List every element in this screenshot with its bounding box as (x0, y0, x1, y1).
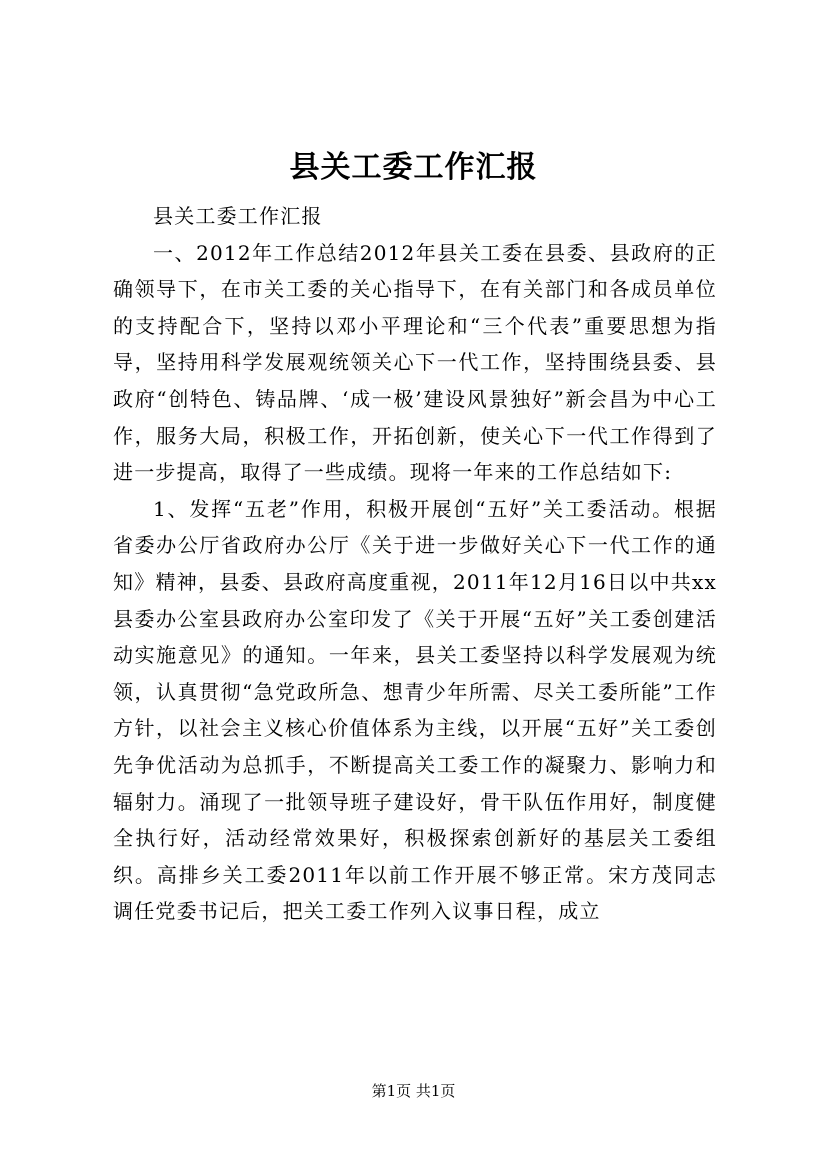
document-body (113, 198, 717, 930)
page-footer: 第1页 共1页 (371, 1082, 456, 1100)
paragraph-section-1: 1、发挥“五老”作用，积极开展创“五好”关工委活动。根据省委办公厅省政府办公厅《关于进一步做好关心下一代工作的通知》精神，县委、县政府高度重视，2011年12月16日以中共xx县委办公室县政府办公室印发了《关于开展“五好”关工委创建活动实施意见》的通知。一年来，县关工委坚持以科学发展观为统领，认真贯彻“急党政所急、想青少年所需、尽关工委所能”工作方针，以社会主义核心价值体系为主线，以开展“五好”关工委创先争优活动为总抓手，不断提高关工委工作的凝聚力、影响力和辐射力。涌现了一批领导班子建设好，骨干队伍作用好，制度健全执行好，活动经常效果好，积极探索创新好的基层关工委组织。高排乡关工委2011年以前工作开展不够正常。宋方茂同志调任党委书记后，把关工委工作列入议事日程，成立 (113, 496, 717, 924)
paragraph-summary: 一、2012年工作总结2012年县关工委在县委、县政府的正确领导下，在市关工委的关心指导下，在有关部门和各成员单位的支持配合下，坚持以邓小平理论和“三个代表”重要思想为指导，坚持用科学发展观统领关心下一代工作，坚持围绕县委、县政府“创特色、铸品牌、‘成一极’建设风景独好”新会昌为中心工作，服务大局，积极工作，开拓创新，使关心下一代工作得到了进一步提高，取得了一些成绩。现将一年来的工作总结如下: (113, 240, 717, 485)
document-title: 县关工委工作汇报 (289, 150, 538, 185)
paragraph-heading: 县关工委工作汇报 (153, 204, 323, 228)
